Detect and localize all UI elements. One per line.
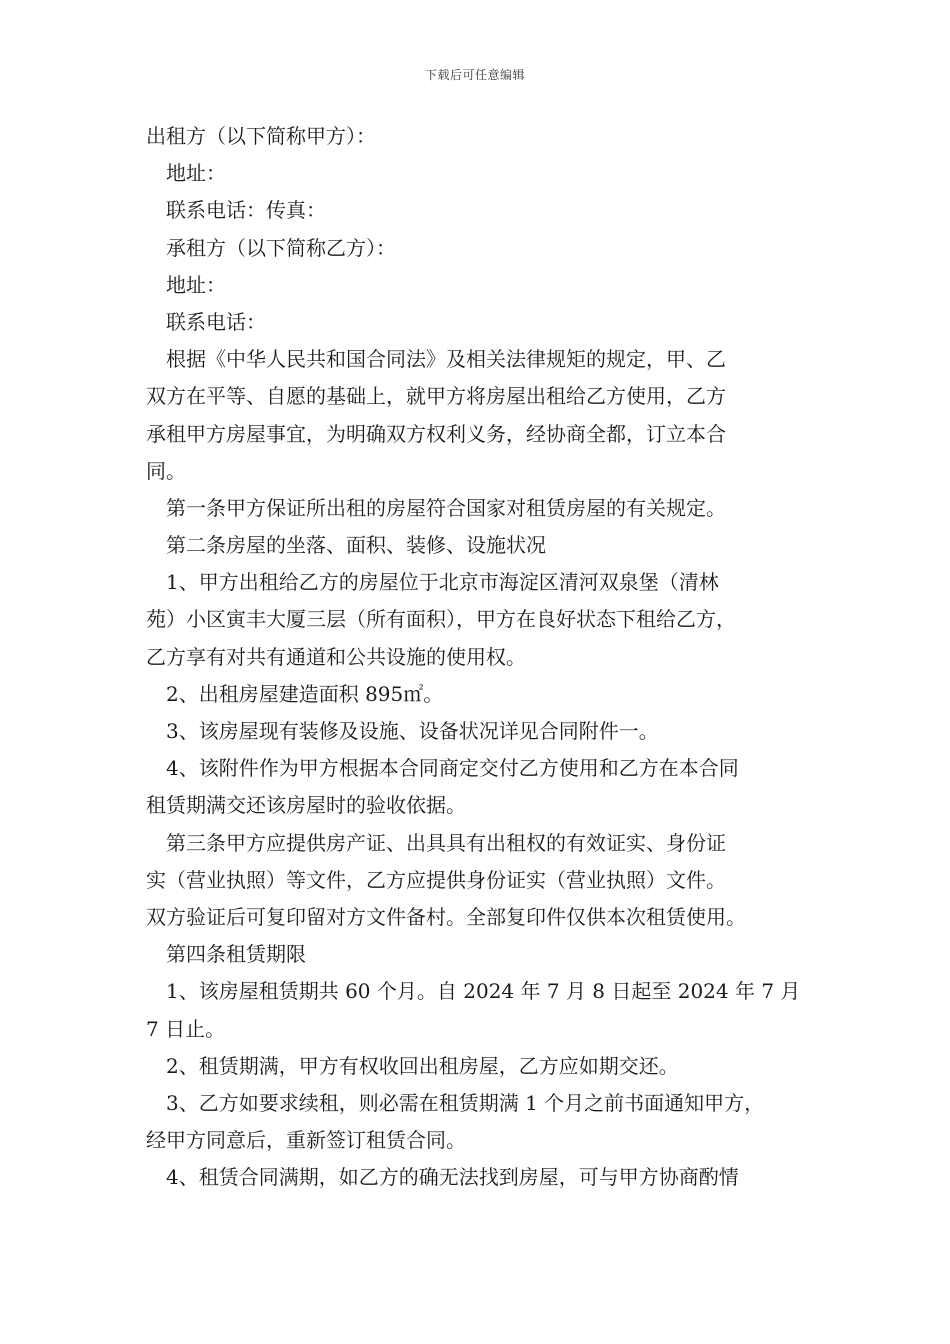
- party-b-address: 地址：: [166, 272, 226, 297]
- party-a-address: 地址：: [166, 161, 226, 186]
- party-a-phone: 联系电话：传真：: [166, 198, 326, 223]
- article-4-item-1: 1、该房屋租赁期共 60 个月。自 2024 年 7 月 8 日起至 2024 年 7 月: [166, 979, 801, 1004]
- article-4-item-2: 2、租赁期满，甲方有权收回出租房屋，乙方应如期交还。: [166, 1053, 679, 1078]
- party-b-title: 承租方（以下简称乙方）：: [166, 235, 396, 260]
- page-header: 下载后可任意编辑: [424, 68, 525, 82]
- article-2-item-4-cont: 租赁期满交还该房屋时的验收依据。: [146, 793, 466, 818]
- article-2-item-1-cont: 苑）小区寅丰大厦三层（所有面积），甲方在良好状态下租给乙方，: [146, 607, 736, 632]
- document-body: [146, 118, 826, 1196]
- article-4-item-3: 3、乙方如要求续租，则必需在租赁期满 1 个月之前书面通知甲方，: [166, 1090, 765, 1115]
- article-1: 第一条甲方保证所出租的房屋符合国家对租赁房屋的有关规定。: [166, 495, 726, 520]
- article-3-cont: 双方验证后可复印留对方文件备村。全部复印件仅供本次租赁使用。: [146, 904, 746, 929]
- preamble-line: 同。: [146, 458, 186, 483]
- article-2-item-1-cont: 乙方享有对共有通道和公共设施的使用权。: [146, 644, 526, 669]
- party-b-phone: 联系电话：: [166, 309, 266, 334]
- article-4-item-4: 4、租赁合同满期，如乙方的确无法找到房屋，可与甲方协商酌情: [166, 1165, 739, 1190]
- article-3: 第三条甲方应提供房产证、出具具有出租权的有效证实、身份证: [166, 830, 726, 855]
- article-4-item-3-cont: 经甲方同意后，重新签订租赁合同。: [146, 1128, 466, 1153]
- preamble-line: 根据《中华人民共和国合同法》及相关法律规矩的规定，甲、乙: [166, 347, 726, 372]
- preamble-line: 双方在平等、自愿的基础上，就甲方将房屋出租给乙方使用，乙方: [146, 384, 726, 409]
- article-4-heading: 第四条租赁期限: [166, 942, 306, 967]
- article-3-cont: 实（营业执照）等文件，乙方应提供身份证实（营业执照）文件。: [146, 867, 726, 892]
- party-a-title: 出租方（以下简称甲方）：: [146, 124, 376, 148]
- preamble-line: 承租甲方房屋事宜，为明确双方权利义务，经协商全都，订立本合: [146, 421, 726, 446]
- article-2-heading: 第二条房屋的坐落、面积、装修、设施状况: [166, 533, 546, 558]
- article-2-item-3: 3、该房屋现有装修及设施、设备状况详见合同附件一。: [166, 719, 659, 743]
- article-4-item-1-cont: 7 日止。: [146, 1016, 226, 1041]
- article-2-item-2: 2、出租房屋建造面积 895㎡。: [166, 681, 444, 706]
- article-2-item-4: 4、该附件作为甲方根据本合同商定交付乙方使用和乙方在本合同: [166, 756, 739, 781]
- article-2-item-1: 1、甲方出租给乙方的房屋位于北京市海淀区清河双泉堡（清林: [166, 570, 719, 595]
